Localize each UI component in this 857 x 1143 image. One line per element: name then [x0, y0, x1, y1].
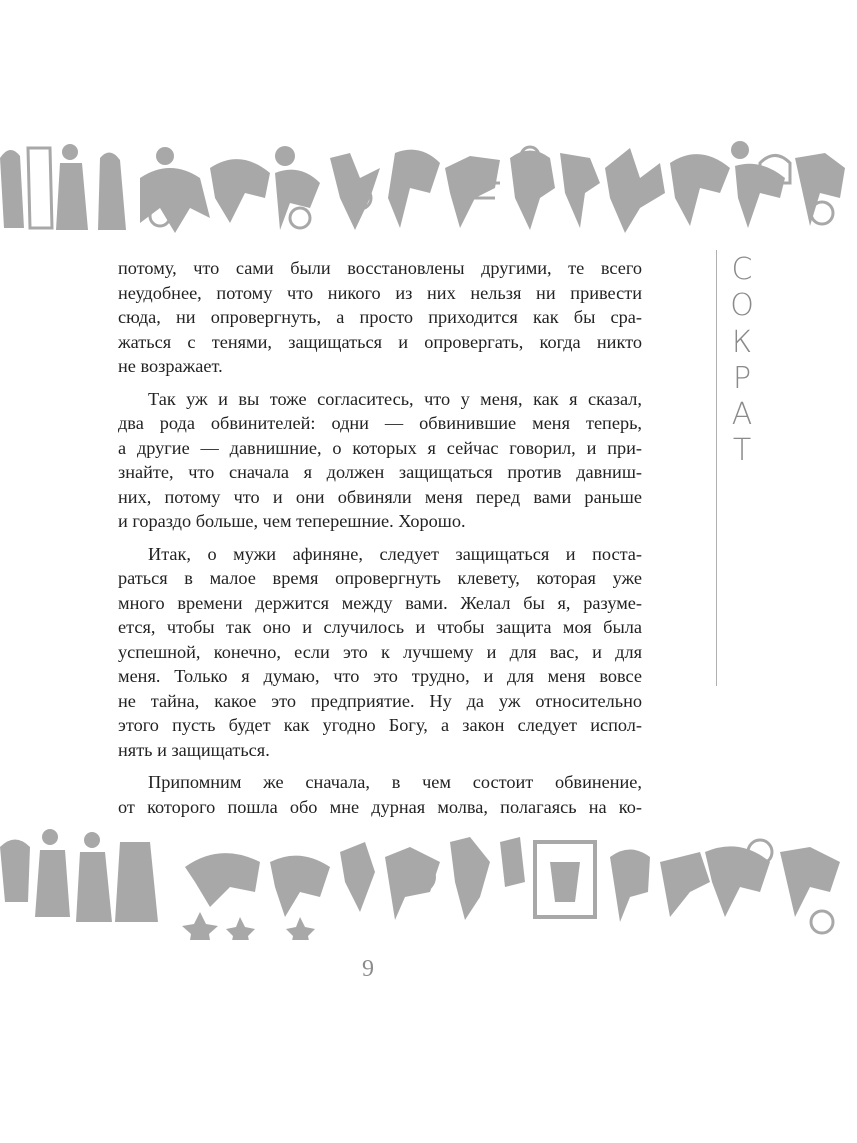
text-line: и гораздо больше, чем теперешние. Хорошо. — [118, 511, 466, 531]
text-line: а другие — давнишние, о которых я сейчас говорил, и при- — [118, 437, 642, 458]
frieze-bottom-svg — [0, 822, 857, 940]
paragraph-4 — [118, 770, 642, 819]
title-letter: С — [731, 252, 753, 287]
frieze-top-svg — [0, 138, 857, 238]
text-line: жаться с тенями, защищаться и опровергать, когда никто — [118, 331, 642, 352]
text-line: два рода обвинителей: одни — обвинившие меня теперь, — [118, 413, 642, 433]
text-line: неудобнее, потому что никого из них нельзя ни привести — [118, 282, 642, 303]
page-number: 9 — [362, 956, 374, 982]
text-line: сюда, ни опровергнуть, а просто приходится как бы сра- — [118, 307, 642, 327]
text-line: Так уж и вы тоже согласитесь, что у меня, как я сказал, — [148, 388, 642, 409]
paragraph-1 — [118, 256, 642, 379]
paragraph-3 — [118, 542, 642, 763]
title-letter: А — [731, 397, 753, 433]
text-line: успешной, конечно, если это к лучшему и для вас, и для — [118, 641, 642, 662]
text-line: раться в малое время опровергнуть клевету, которая уже — [118, 568, 642, 588]
text-line: нять и защищаться. — [118, 739, 270, 760]
body-text — [118, 256, 642, 819]
text-line: меня. Только я думаю, что это трудно, и для меня вовсе — [118, 666, 642, 686]
title-letter: Р — [732, 360, 752, 396]
title-letter: Т — [732, 433, 752, 469]
text-line: потому, что сами были восстановлены другими, те всего — [118, 258, 642, 278]
text-line: них, потому что и они обвиняли меня перед вами раньше — [118, 486, 642, 507]
title-letter: К — [731, 324, 753, 360]
text-line: не возражает. — [118, 356, 223, 376]
text-line: Итак, о мужи афиняне, следует защищаться и поста- — [148, 543, 642, 564]
top-greek-frieze-ornament — [0, 138, 857, 238]
text-line: от которого пошла обо мне дурная молва, полагаясь на ко- — [118, 796, 642, 817]
title-letter: О — [730, 288, 754, 324]
bottom-greek-frieze-ornament — [0, 822, 857, 940]
text-line: ется, чтобы так оно и случилось и чтобы защита моя была — [118, 617, 642, 637]
paragraph-2 — [118, 387, 642, 534]
text-line: не тайна, какое это предприятие. Ну да уж относительно — [118, 690, 642, 711]
text-line: знайте, что сначала я должен защищаться против давниш- — [118, 462, 642, 482]
vertical-divider-rule — [716, 250, 717, 686]
text-line: много времени держится между вами. Желал бы я, разуме- — [118, 592, 642, 613]
running-head-vertical-title — [722, 252, 762, 470]
text-line: этого пусть будет как угодно Богу, а закон следует испол- — [118, 715, 642, 735]
text-line: Припомним же сначала, в чем состоит обвинение, — [148, 772, 642, 792]
